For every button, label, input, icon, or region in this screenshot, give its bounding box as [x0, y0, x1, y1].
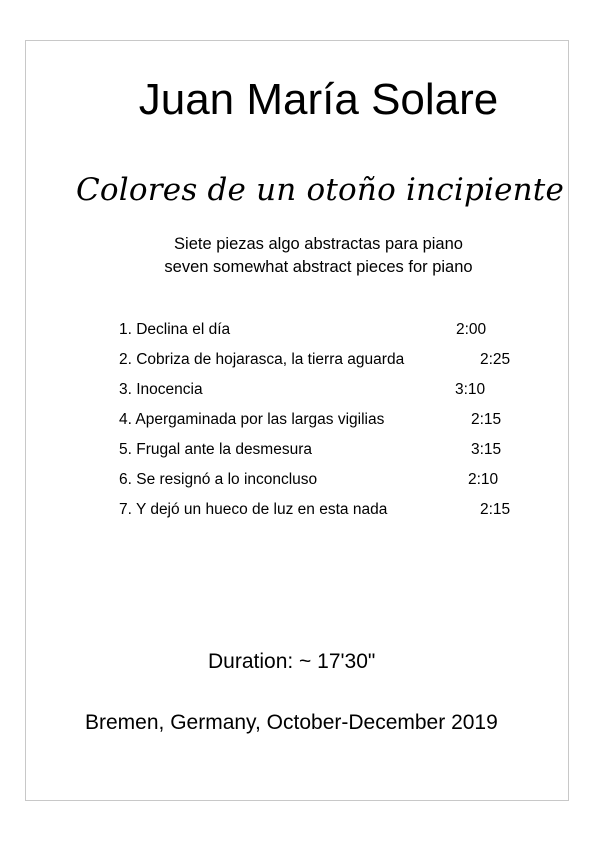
track-list: [119, 318, 539, 528]
track-title: 3. Inocencia: [119, 381, 203, 398]
track-duration: 3:10: [455, 381, 486, 398]
track-title: 6. Se resignó a lo inconcluso: [119, 471, 318, 488]
track-duration: 3:15: [471, 441, 502, 458]
track-title: 2. Cobriza de hojarasca, la tierra aguarda: [119, 351, 405, 368]
subtitle-english: seven somewhat abstract pieces for piano: [164, 258, 473, 276]
track-item: [119, 438, 539, 468]
track-item: [119, 498, 539, 528]
track-duration: 2:00: [456, 321, 487, 338]
track-item: [119, 318, 539, 348]
work-title: Colores de un otoño incipiente: [76, 172, 565, 208]
track-duration: 2:15: [480, 501, 511, 518]
track-title: 5. Frugal ante la desmesura: [119, 441, 312, 458]
track-duration: 2:15: [471, 411, 502, 428]
track-title: 4. Apergaminada por las largas vigilias: [119, 411, 385, 428]
subtitle-spanish: Siete piezas algo abstractas para piano: [174, 235, 463, 253]
track-duration: 2:10: [468, 471, 499, 488]
track-item: [119, 468, 539, 498]
track-item: [119, 378, 539, 408]
track-item: [119, 348, 539, 378]
track-title: 7. Y dejó un hueco de luz en esta nada: [119, 501, 388, 518]
track-item: [119, 408, 539, 438]
track-title: 1. Declina el día: [119, 321, 231, 338]
place-and-date: Bremen, Germany, October-December 2019: [85, 711, 498, 734]
composer-name: Juan María Solare: [138, 75, 499, 124]
total-duration: Duration: ~ 17'30": [208, 650, 376, 673]
track-duration: 2:25: [480, 351, 511, 368]
